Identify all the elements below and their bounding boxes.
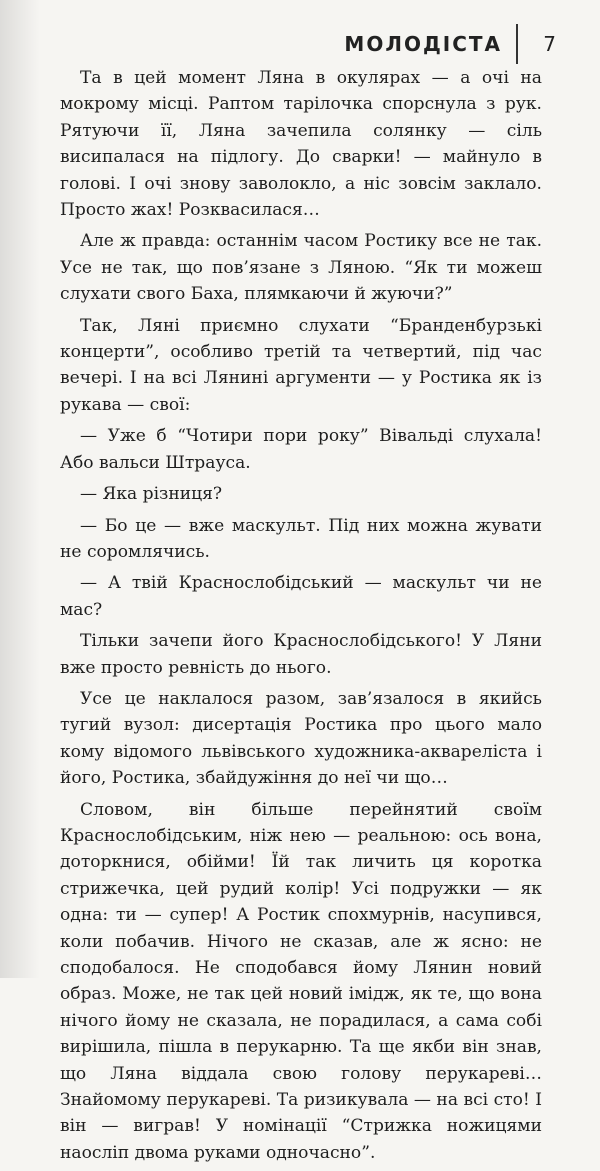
- paragraph: Та в цей момент Ляна в окулярах — а очі на мокрому місці. Раптом тарілочка спорснула з рук. Рятуючи її, Ляна зачепила солянку — сіль висипалася на підлогу. До сварки! — майнуло в голові. І очі знову заволокло, а ніс зовсім заклало. Просто жах! Розквасилася…: [60, 68, 542, 221]
- paragraph: Усе це наклалося разом, зав’язалося в якийсь тугий вузол: дисертація Ростика про цього мало кому відомого львівського художника-аквареліста і його, Ростика, збайдужіння до неї чи що…: [60, 688, 542, 789]
- paragraph: Але ж правда: останнім часом Ростику все не так. Усе не так, що пов’язане з Ляною. “Як ти можеш слухати свого Баха, плямкаючи й жуючи?”: [60, 231, 542, 305]
- dialogue-line: — А твій Краснослобідський — маскульт чи не мас?: [60, 573, 542, 620]
- page-header: [60, 30, 560, 58]
- paragraph: Тільки зачепи його Краснослобідського! У Ляни вже просто ревність до нього.: [60, 631, 542, 678]
- running-title: МОЛОДІСТА: [344, 32, 502, 56]
- paragraph: Так, Ляні приємно слухати “Бранденбурзькі концерти”, особливо третій та четвертий, під час вечері. І на всі Лянині аргументи — у Ростика як із рукава — свої:: [60, 315, 542, 415]
- paragraph: Словом, він більше перейнятий своїм Краснослобідським, ніж нею — реальною: ось вона, доторкнися, обійми! Їй так личить ця коротка стрижечка, цей рудий колір! Усі подружки — як одна: ти — супер! А Ростик спохмурнів, насупився, коли побачив. Нічого не сказав, але ж ясно: не сподобалося. Не сподобався йому Лянин новий образ. Може, не так цей новий імідж, як те, що вона нічого йому не сказала, не порадилася, а сама собі вирішила, пішла в перукарню. Та ще якби він знав, що Ляна віддала свою голову перукареві… Знайомому перукареві. Та ризикувала — на всі сто! І він — виграв! У номінації “Стрижка ножицями наосліп двома руками одночасно”.: [60, 799, 542, 1163]
- header-divider: [516, 24, 518, 64]
- dialogue-line: — Бо це — вже маскульт. Під них можна жувати не соромлячись.: [60, 515, 542, 562]
- page-number: 7: [543, 32, 556, 56]
- page-edge-shadow: [0, 0, 40, 978]
- dialogue-line: — Яка різниця?: [80, 484, 223, 505]
- body-text: [60, 65, 542, 1171]
- dialogue-line: — Уже б “Чотири пори року” Вівальді слухала! Або вальси Штрауса.: [60, 426, 542, 473]
